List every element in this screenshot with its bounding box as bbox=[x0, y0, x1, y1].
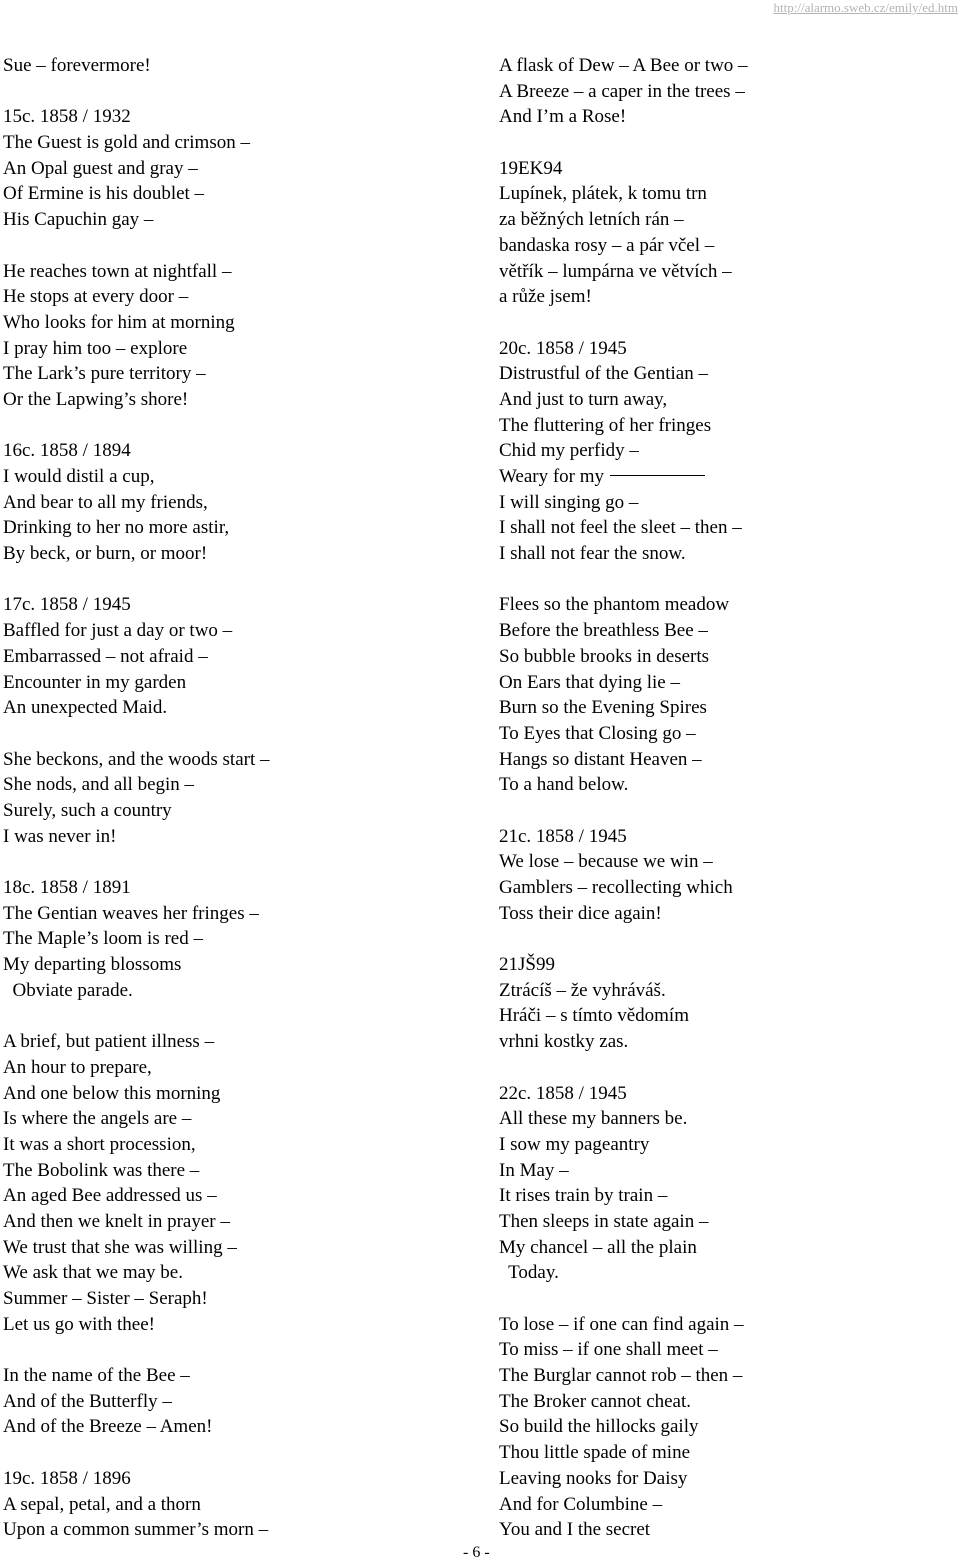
poem-line: His Capuchin gay – bbox=[3, 209, 154, 231]
poem-line: Lupínek, plátek, k tomu trn bbox=[499, 183, 707, 205]
poem-line: The Guest is gold and crimson – bbox=[3, 132, 250, 154]
poem-line: Baffled for just a day or two – bbox=[3, 620, 233, 642]
page-number: - 6 - bbox=[463, 1544, 490, 1561]
poem-line: 15c. 1858 / 1932 bbox=[3, 106, 131, 128]
poem-line: Flees so the phantom meadow bbox=[499, 594, 730, 616]
poem-line: He reaches town at nightfall – bbox=[3, 260, 232, 282]
poem-line: vrhni kostky zas. bbox=[499, 1031, 629, 1053]
poem-line: To miss – if one shall meet – bbox=[499, 1339, 718, 1361]
poem-line: On Ears that dying lie – bbox=[499, 671, 680, 693]
blank-line bbox=[3, 79, 473, 105]
blank-line bbox=[3, 849, 473, 875]
poem-line: Distrustful of the Gentian – bbox=[499, 363, 708, 385]
poem-line: An Opal guest and gray – bbox=[3, 157, 198, 179]
poem-line: 19c. 1858 / 1896 bbox=[3, 1467, 131, 1489]
poem-line: And for Columbine – bbox=[499, 1493, 663, 1515]
poem-line: He stops at every door – bbox=[3, 286, 189, 308]
poem-line: And just to turn away, bbox=[499, 388, 668, 410]
poem-line: Drinking to her no more astir, bbox=[3, 517, 230, 539]
poem-line: Today. bbox=[499, 1262, 559, 1284]
poem-line: And bear to all my friends, bbox=[3, 491, 208, 513]
poem-line: Gamblers – recollecting which bbox=[499, 877, 733, 898]
right-column bbox=[499, 53, 957, 1543]
poem-line: Sue – forevermore! bbox=[3, 55, 151, 76]
poem-line: I shall not fear the snow. bbox=[499, 543, 686, 565]
poem-line: To Eyes that Closing go – bbox=[499, 722, 696, 744]
poem-line: The fluttering of her fringes bbox=[499, 414, 712, 436]
poem-line: So bubble brooks in deserts bbox=[499, 645, 710, 667]
poem-line: I sow my pageantry bbox=[499, 1133, 650, 1155]
poem-line: She beckons, and the woods start – bbox=[3, 748, 270, 770]
poem-line: větřík – lumpárna ve větvích – bbox=[499, 260, 732, 282]
poem-line: Encounter in my garden bbox=[3, 671, 187, 693]
poem-line: bandaska rosy – a pár včel – bbox=[499, 234, 715, 256]
blank-line bbox=[3, 721, 473, 747]
blank-line bbox=[499, 310, 957, 336]
poem-line: I was never in! bbox=[3, 825, 117, 847]
poem-line: 20c. 1858 / 1945 bbox=[499, 337, 627, 359]
poem-line: My chancel – all the plain bbox=[499, 1236, 697, 1258]
poem-line: We trust that she was willing – bbox=[3, 1236, 237, 1258]
poem-line: Or the Lapwing’s shore! bbox=[3, 388, 189, 410]
poem-line: The Broker cannot cheat. bbox=[499, 1390, 692, 1412]
poem-line: Chid my perfidy – bbox=[499, 440, 639, 462]
poem-line: A brief, but patient illness – bbox=[3, 1031, 215, 1053]
poem-line: It was a short procession, bbox=[3, 1133, 196, 1155]
blank-line bbox=[3, 233, 473, 259]
poem-line: a růže jsem! bbox=[499, 286, 592, 308]
poem-line: 21JŠ99 bbox=[499, 954, 555, 976]
poem-line: I shall not feel the sleet – then – bbox=[499, 517, 742, 539]
poem-line: 22c. 1858 / 1945 bbox=[499, 1082, 627, 1104]
poem-line: An aged Bee addressed us – bbox=[3, 1185, 217, 1207]
blank-line bbox=[3, 567, 473, 593]
poem-line: Surely, such a country bbox=[3, 799, 172, 821]
source-link[interactable]: http://alarmo.sweb.cz/emily/ed.htm bbox=[773, 0, 958, 15]
poem-line: Then sleeps in state again – bbox=[499, 1210, 709, 1232]
blank-line bbox=[499, 926, 957, 952]
poem-line: Upon a common summer’s morn – bbox=[3, 1519, 269, 1541]
left-column bbox=[3, 53, 473, 1543]
poem-line: Hangs so distant Heaven – bbox=[499, 748, 702, 770]
poem-line: Weary for my bbox=[499, 464, 957, 490]
poem-line: 21c. 1858 / 1945 bbox=[499, 825, 627, 847]
poem-line: You and I the secret bbox=[499, 1519, 651, 1541]
blank-line bbox=[3, 1440, 473, 1466]
poem-line: And of the Butterfly – bbox=[3, 1390, 172, 1412]
poem-line: A Breeze – a caper in the trees – bbox=[499, 80, 745, 102]
poem-line: Leaving nooks for Daisy bbox=[499, 1467, 688, 1489]
poem-line: Is where the angels are – bbox=[3, 1108, 192, 1130]
poem-line: And I’m a Rose! bbox=[499, 106, 627, 128]
poem-line: It rises train by train – bbox=[499, 1185, 668, 1207]
poem-line: All these my banners be. bbox=[499, 1108, 688, 1130]
poem-line: The Burglar cannot rob – then – bbox=[499, 1365, 743, 1387]
poem-line: I pray him too – explore bbox=[3, 337, 188, 359]
poem-line: An unexpected Maid. bbox=[3, 697, 168, 719]
poem-line: And then we knelt in prayer – bbox=[3, 1210, 230, 1232]
blank-line bbox=[3, 1003, 473, 1029]
poem-line: An hour to prepare, bbox=[3, 1056, 152, 1078]
blank-line bbox=[499, 567, 957, 593]
poem-line: And one below this morning bbox=[3, 1082, 221, 1104]
poem-line: Before the breathless Bee – bbox=[499, 620, 708, 642]
poem-line: In the name of the Bee – bbox=[3, 1365, 190, 1387]
poem-line: A flask of Dew – A Bee or two – bbox=[499, 55, 748, 76]
poem-line: Hráči – s tímto vědomím bbox=[499, 1005, 689, 1027]
poem-line: 18c. 1858 / 1891 bbox=[3, 877, 131, 898]
poem-line: The Lark’s pure territory – bbox=[3, 363, 206, 385]
poem-line: za běžných letních rán – bbox=[499, 209, 684, 231]
poem-line: So build the hillocks gaily bbox=[499, 1416, 699, 1438]
poem-line: Thou little spade of mine bbox=[499, 1442, 691, 1464]
poem-line: Toss their dice again! bbox=[499, 902, 662, 924]
poem-line: 17c. 1858 / 1945 bbox=[3, 594, 131, 616]
poem-line: Embarrassed – not afraid – bbox=[3, 645, 208, 667]
blank-line bbox=[499, 1055, 957, 1081]
poem-line: The Bobolink was there – bbox=[3, 1159, 200, 1181]
poem-line: Let us go with thee! bbox=[3, 1313, 155, 1335]
poem-line: In May – bbox=[499, 1159, 569, 1181]
blank-line bbox=[499, 130, 957, 156]
poem-line: Obviate parade. bbox=[3, 979, 133, 1001]
poem-line: To lose – if one can find again – bbox=[499, 1313, 744, 1335]
poem-line: And of the Breeze – Amen! bbox=[3, 1416, 213, 1438]
poem-line: I will singing go – bbox=[499, 491, 639, 513]
poem-line: I would distil a cup, bbox=[3, 466, 155, 487]
blank-line bbox=[3, 413, 473, 439]
poem-line: Who looks for him at morning bbox=[3, 311, 235, 333]
blank-line bbox=[499, 1286, 957, 1312]
poem-line: Summer – Sister – Seraph! bbox=[3, 1288, 208, 1309]
poem-line: 16c. 1858 / 1894 bbox=[3, 440, 131, 462]
poem-line: We lose – because we win – bbox=[499, 851, 713, 873]
poem-line: 19EK94 bbox=[499, 157, 563, 179]
poem-line: Ztrácíš – že vyhráváš. bbox=[499, 979, 666, 1001]
poem-line: We ask that we may be. bbox=[3, 1262, 183, 1284]
poem-line: A sepal, petal, and a thorn bbox=[3, 1493, 201, 1515]
poem-line: Of Ermine is his doublet – bbox=[3, 183, 205, 205]
poem-line: The Gentian weaves her fringes – bbox=[3, 902, 259, 924]
poem-line: To a hand below. bbox=[499, 774, 629, 796]
blank-line bbox=[499, 798, 957, 824]
poem-line: The Maple’s loom is red – bbox=[3, 928, 203, 950]
poem-line: By beck, or burn, or moor! bbox=[3, 543, 208, 565]
poem-line: She nods, and all begin – bbox=[3, 774, 195, 796]
poem-line: Burn so the Evening Spires bbox=[499, 697, 707, 719]
poem-line: My departing blossoms bbox=[3, 954, 182, 976]
blank-line bbox=[3, 1337, 473, 1363]
